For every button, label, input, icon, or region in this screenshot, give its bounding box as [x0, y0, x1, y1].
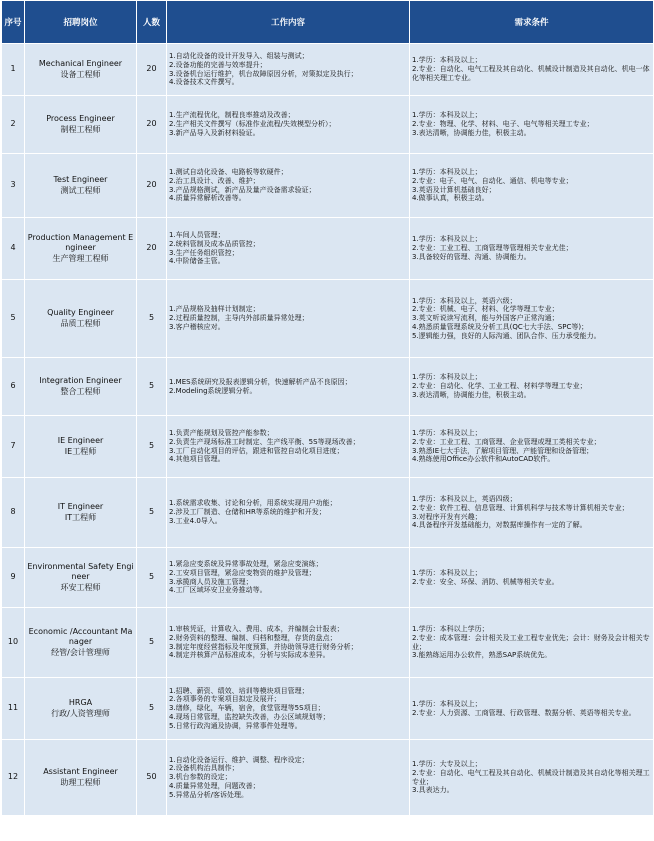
duties-cell	[167, 96, 410, 154]
duty-line: 3.新产品导入及新材料验证。	[169, 128, 260, 137]
requirement-line: 2.专业：物理、化学、材料、电子、电气等相关理工专业；	[412, 120, 594, 129]
position-chinese: 整合工程师	[60, 386, 101, 396]
position-chinese: 行政/人资管理师	[51, 708, 110, 718]
position-english: Assistant Engineer	[43, 767, 118, 776]
table-row	[2, 44, 654, 96]
position-cell	[25, 280, 137, 358]
requirement-line: 4.熟悉质量管理系统及分析工具(QC七大手法、SPC等)；	[412, 322, 589, 331]
requirements-cell	[410, 358, 654, 416]
duties-cell	[167, 44, 410, 96]
table-row	[2, 548, 654, 608]
duty-line: 1.审核凭证，计算收入、费用、成本，并编制会计报表；	[169, 624, 344, 633]
position-english: HRGA	[68, 698, 93, 707]
requirement-line: 2.专业：工业工程、工商管理等管理相关专业尤佳；	[412, 244, 573, 253]
requirements-cell	[410, 416, 654, 478]
duty-line: 2.负责生产现场标准工时制定、生产线平衡、5S等现场改善；	[169, 437, 360, 446]
requirement-line: 3.表达清晰，协调能力佳，积极主动。	[412, 390, 531, 399]
position-chinese: 助理工程师	[60, 777, 101, 787]
duty-line: 2.过程质量控制，主导内外部质量异常处理；	[169, 314, 309, 323]
position-cell	[25, 96, 137, 154]
position-english: Environmental Safety Engineer	[27, 561, 134, 582]
duty-line: 2.各项事务的专案项目拟定及展开；	[169, 695, 281, 704]
table-row	[2, 96, 654, 154]
duty-line: 3.设备机台运行维护，机台故障原因分析，对策拟定及执行；	[169, 69, 358, 78]
duty-line: 2.生产相关文件撰写（标准作业流程/失效模型分析）；	[169, 120, 336, 129]
position-cell	[25, 154, 137, 218]
duty-line: 1.自动化设备运行、维护、调整、程序设定；	[169, 755, 309, 764]
header-row	[2, 1, 654, 44]
table-row	[2, 358, 654, 416]
duty-line: 4.工厂区域环安卫业务推动等。	[169, 586, 267, 595]
table-body	[2, 44, 654, 816]
duty-line: 2.设备功能的完善与效率提升；	[169, 60, 267, 69]
headcount: 20	[137, 44, 167, 96]
duties-cell	[167, 154, 410, 218]
table-row	[2, 740, 654, 816]
requirement-line: 1.学历：本科及以上，英语六级；	[412, 296, 517, 305]
position-english: IT Engineer	[57, 502, 104, 511]
headcount: 50	[137, 740, 167, 816]
requirement-line: 3.具表达力。	[412, 786, 454, 795]
headcount: 5	[137, 280, 167, 358]
requirement-line: 1.学历：本科及以上；	[412, 167, 482, 176]
duty-line: 1.负责产能规划及管控产能参数；	[169, 428, 274, 437]
row-number: 9	[2, 548, 25, 608]
table-row	[2, 218, 654, 280]
requirement-line: 1.学历：大专及以上；	[412, 759, 482, 768]
position-cell	[25, 608, 137, 678]
duty-line: 5.日常行政沟通及协调，异常事件处理等。	[169, 721, 302, 730]
position-cell	[25, 358, 137, 416]
position-english: IE Engineer	[57, 436, 104, 445]
position-chinese: 环安工程师	[60, 582, 101, 592]
duty-line: 2.统料管制及成本品质管控；	[169, 239, 260, 248]
requirement-line: 1.学历：本科及以上，英语四级；	[412, 494, 517, 503]
position-chinese: 制程工程师	[60, 124, 101, 134]
duty-line: 1.生产流程优化，制程良率推动及改善；	[169, 111, 295, 120]
duty-line: 2.涉及工厂制造、仓储和HR等系统的维护和开发；	[169, 508, 326, 517]
requirement-line: 3.表达清晰，协调能力佳，积极主动。	[412, 128, 531, 137]
requirements-cell	[410, 96, 654, 154]
requirement-line: 1.学历：本科及以上；	[412, 428, 482, 437]
position-english: Production Management Engineer	[27, 232, 134, 253]
duty-line: 3.承揽商人员及施工管理；	[169, 577, 253, 586]
requirement-line: 1.学历：本科以上学历；	[412, 624, 489, 633]
duty-line: 4.制定并核算产品标准成本，分析与实际成本差异。	[169, 651, 330, 660]
requirements-cell	[410, 218, 654, 280]
duty-line: 1.紧急应变系统及异常事故处理，紧急应变演练；	[169, 559, 323, 568]
requirements-cell	[410, 608, 654, 678]
row-number: 5	[2, 280, 25, 358]
duty-line: 2.治工具设计、改善、维护；	[169, 176, 260, 185]
duties-cell	[167, 678, 410, 740]
requirements-cell	[410, 280, 654, 358]
position-english: Test Engineer	[53, 175, 108, 184]
duty-line: 4.中阶储备主管。	[169, 257, 225, 266]
duty-line: 5.异常品分析/客诉处理。	[169, 790, 249, 799]
position-chinese: 生产管理工程师	[52, 253, 109, 263]
position-cell	[25, 478, 137, 548]
table-row	[2, 608, 654, 678]
headcount: 5	[137, 548, 167, 608]
duty-line: 4.其他项目管理。	[169, 455, 225, 464]
position-cell	[25, 740, 137, 816]
duty-line: 3.客户稽核应对。	[169, 322, 225, 331]
duty-line: 3.工厂自动化项目的评估，跟进和管控自动化项目进度；	[169, 446, 344, 455]
duty-line: 3.制定年度经营指标及年度预算，并协助领导进行财务分析；	[169, 642, 358, 651]
duties-cell	[167, 218, 410, 280]
requirement-line: 2.专业：工业工程、工商管理、企业管理或理工类相关专业；	[412, 437, 601, 446]
header-no: 序号	[2, 1, 25, 44]
requirement-line: 1.学历：本科及以上；	[412, 568, 482, 577]
row-number: 8	[2, 478, 25, 548]
requirement-line: 1.学历：本科及以上；	[412, 699, 482, 708]
requirements-cell	[410, 740, 654, 816]
position-chinese: IT工程师	[64, 512, 97, 522]
duty-line: 4.质量异常解析改善等。	[169, 194, 246, 203]
requirement-line: 2.专业：自动化、电气工程及其自动化、机械设计制造及其自动化等相关理工专业；	[412, 768, 650, 786]
header-count: 人数	[137, 1, 167, 44]
requirement-line: 4.做事认真，积极主动。	[412, 194, 489, 203]
duty-line: 3.机台参数的设定；	[169, 773, 232, 782]
duty-line: 3.产品规格测试，新产品及量产设备需求验证；	[169, 185, 316, 194]
requirement-line: 1.学历：本科及以上；	[412, 235, 482, 244]
duty-line: 4.设备技术文件撰写。	[169, 78, 239, 87]
requirement-line: 2.专业：电子、电气、自动化、通信、机电等专业；	[412, 176, 573, 185]
requirement-line: 2.专业：自动化、化学、工业工程、材料学等理工专业；	[412, 382, 587, 391]
duty-line: 2.Modeling系统逻辑分析。	[169, 386, 257, 395]
requirement-line: 2.专业：自动化、电气工程及其自动化、机械设计制造及其自动化、机电一体化等相关理工专业。	[412, 65, 650, 82]
duty-line: 1.MES系统研究及报表逻辑分析，快速解析产品不良原因；	[169, 377, 352, 386]
position-chinese: IE工程师	[64, 446, 97, 456]
headcount: 5	[137, 608, 167, 678]
duty-line: 1.自动化设备的设计开发导入、组装与测试；	[169, 51, 309, 60]
position-cell	[25, 548, 137, 608]
requirements-cell	[410, 478, 654, 548]
duties-cell	[167, 548, 410, 608]
position-chinese: 品质工程师	[60, 318, 101, 328]
position-cell	[25, 416, 137, 478]
table-row	[2, 280, 654, 358]
row-number: 12	[2, 740, 25, 816]
headcount: 5	[137, 678, 167, 740]
row-number: 11	[2, 678, 25, 740]
header-duties: 工作内容	[167, 1, 410, 44]
headcount: 5	[137, 478, 167, 548]
position-cell	[25, 678, 137, 740]
row-number: 7	[2, 416, 25, 478]
recruitment-table	[1, 0, 654, 816]
headcount: 20	[137, 154, 167, 218]
duty-line: 2.工安项目管理，紧急应变物资的维护及管理；	[169, 568, 316, 577]
requirement-line: 3.具备较好的管理、沟通、协调能力。	[412, 252, 531, 261]
duties-cell	[167, 416, 410, 478]
duty-line: 1.测试自动化设备、电路板等软硬件；	[169, 167, 288, 176]
row-number: 2	[2, 96, 25, 154]
duty-line: 1.车间人员管理；	[169, 230, 225, 239]
position-english: Process Engineer	[46, 114, 115, 123]
table-row	[2, 678, 654, 740]
requirements-cell	[410, 154, 654, 218]
table-row	[2, 478, 654, 548]
requirement-line: 2.专业：人力资源、工商管理、行政管理、数据分析、英语等相关专业。	[412, 708, 636, 717]
position-english: Integration Engineer	[39, 376, 122, 385]
position-english: Economic /Accountant Manager	[28, 626, 133, 647]
headcount: 5	[137, 358, 167, 416]
position-english: Mechanical Engineer	[38, 59, 123, 68]
requirement-line: 2.专业：安全、环保、消防、机械等相关专业。	[412, 577, 559, 586]
position-chinese: 经管/会计管理师	[51, 647, 110, 657]
duty-line: 3.生产任务组织管控；	[169, 248, 239, 257]
duty-line: 2.设备机构治具制作；	[169, 764, 239, 773]
duties-cell	[167, 608, 410, 678]
duties-cell	[167, 280, 410, 358]
duty-line: 1.招聘、薪资、绩效、培训等模块项目管理；	[169, 686, 309, 695]
requirement-line: 4.具备程序开发基础能力，对数据库操作有一定的了解。	[412, 521, 587, 530]
requirements-cell	[410, 678, 654, 740]
headcount: 5	[137, 416, 167, 478]
requirement-line: 1.学历：本科及以上；	[412, 56, 482, 65]
headcount: 20	[137, 218, 167, 280]
requirement-line: 1.学历：本科及以上；	[412, 373, 482, 382]
requirement-line: 2.专业：机械、电子、材料、化学等理工专业；	[412, 305, 559, 314]
header-position: 招聘岗位	[25, 1, 137, 44]
requirement-line: 4.熟练使用Office办公软件和AutoCAD软件。	[412, 455, 555, 464]
duties-cell	[167, 740, 410, 816]
requirement-line: 1.学历：本科及以上；	[412, 111, 482, 120]
requirement-line: 3.对程序开发有兴趣；	[412, 512, 482, 521]
duty-line: 1.系统需求收集、讨论和分析，用系统实现用户功能；	[169, 499, 337, 508]
duty-line: 1.产品规格及抽样计划制定；	[169, 305, 260, 314]
header-requirements: 需求条件	[410, 1, 654, 44]
requirement-line: 3.熟悉IE七大手法，了解项目管理、产能管理和设备管理；	[412, 446, 594, 455]
requirement-line: 2.专业：软件工程、信息管理、计算机科学与技术等计算机相关专业；	[412, 503, 629, 512]
position-cell	[25, 218, 137, 280]
duty-line: 4.现场日常管理，监控缺失改善，办公区域规划等；	[169, 712, 330, 721]
requirement-line: 2.专业：成本管理：会计相关及工业工程专业优先；会计：财务及会计相关专业；	[412, 633, 650, 651]
position-chinese: 设备工程师	[60, 69, 101, 79]
position-cell	[25, 44, 137, 96]
position-english: Quality Engineer	[47, 308, 114, 317]
row-number: 10	[2, 608, 25, 678]
requirement-line: 5.逻辑能力强，良好的人际沟通、团队合作、压力承受能力。	[412, 331, 601, 340]
duty-line: 4.质量异常处理，问题改善；	[169, 781, 260, 790]
duty-line: 2.财务资料的整理、编制、归档和整理，存货的盘点；	[169, 633, 337, 642]
requirement-line: 3.能熟练运用办公软件，熟悉SAP系统优先。	[412, 651, 552, 660]
row-number: 6	[2, 358, 25, 416]
duties-cell	[167, 358, 410, 416]
table-row	[2, 154, 654, 218]
position-chinese: 测试工程师	[60, 185, 101, 195]
row-number: 1	[2, 44, 25, 96]
requirements-cell	[410, 548, 654, 608]
requirements-cell	[410, 44, 654, 96]
table-row	[2, 416, 654, 478]
headcount: 20	[137, 96, 167, 154]
requirement-line: 3.英语及计算机基础良好；	[412, 185, 496, 194]
row-number: 4	[2, 218, 25, 280]
row-number: 3	[2, 154, 25, 218]
requirement-line: 3.英文听说读写流利，能与外国客户正常沟通；	[412, 314, 559, 323]
duty-line: 3.工业4.0导入。	[169, 516, 222, 525]
duty-line: 3.缮修，绿化，车辆，宿舍，食堂管理等5S项目；	[169, 704, 325, 713]
duties-cell	[167, 478, 410, 548]
